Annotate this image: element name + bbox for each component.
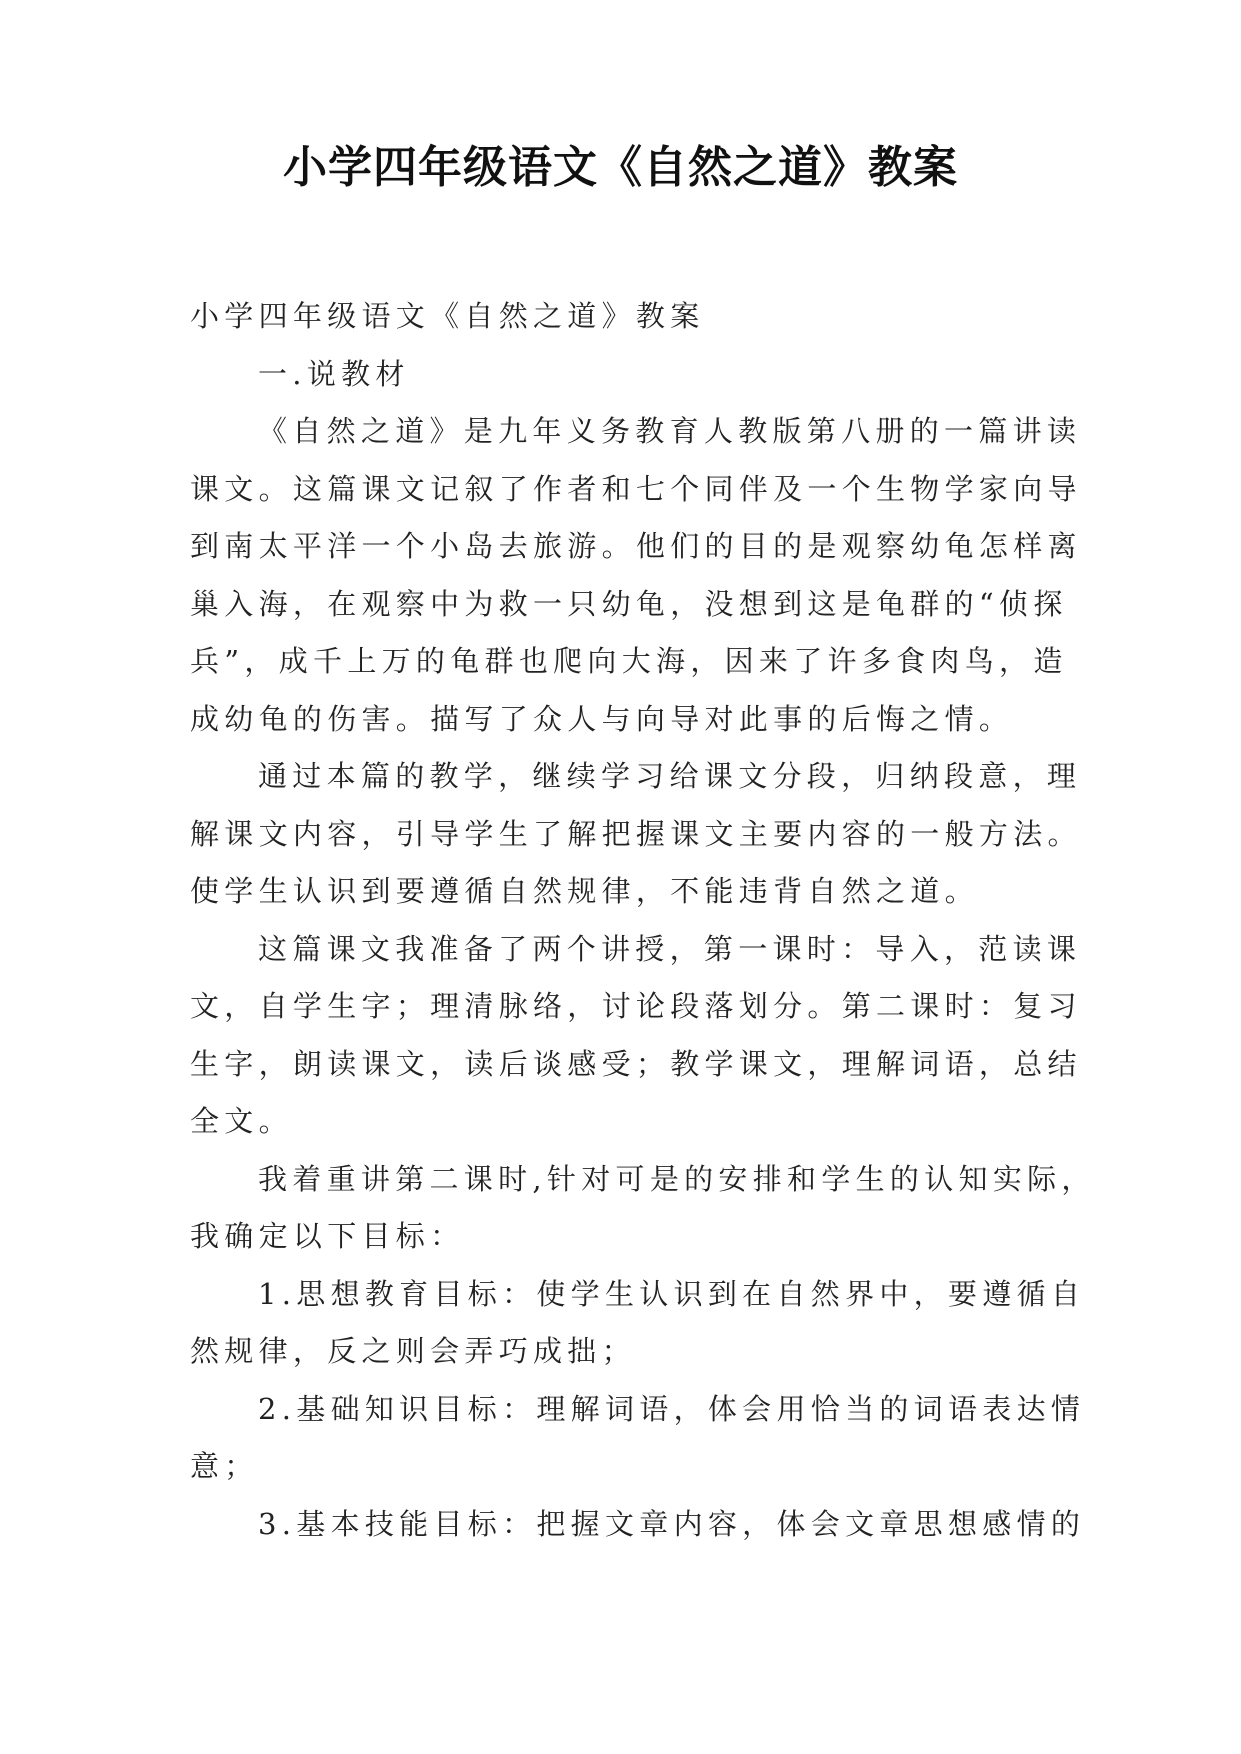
body-line: 成幼龟的伤害。描写了众人与向导对此事的后悔之情。 xyxy=(190,701,1014,736)
body-line: 全文。 xyxy=(190,1104,293,1138)
body-line: 使学生认识到要遵循自然规律，不能违背自然之道。 xyxy=(190,874,979,908)
body-line: 我确定以下目标： xyxy=(190,1219,465,1253)
document-body xyxy=(190,288,1096,1553)
list-item: 1.思想教育目标：使学生认识到在自然界中，要遵循自 xyxy=(258,1276,1086,1311)
body-line: 通过本篇的教学，继续学习给课文分段，归纳段意，理 xyxy=(258,759,1082,793)
list-item: 2.基础知识目标：理解词语，体会用恰当的词语表达情 xyxy=(258,1391,1086,1426)
body-line: 意； xyxy=(190,1449,259,1483)
body-line: 文，自学生字；理清脉络，讨论段落划分。第二课时：复习 xyxy=(190,989,1082,1023)
list-item: 3.基本技能目标：把握文章内容，体会文章思想感情的 xyxy=(258,1506,1086,1541)
body-line: 《自然之道》是九年义务教育人教版第八册的一篇讲读 xyxy=(258,414,1082,448)
body-line: 解课文内容，引导学生了解把握课文主要内容的一般方法。 xyxy=(190,816,1082,851)
section-heading: 一.说教材 xyxy=(258,356,410,391)
body-line: 兵”，成千上万的龟群也爬向大海，因来了许多食肉鸟，造 xyxy=(190,644,1068,678)
body-line: 生字，朗读课文，读后谈感受；教学课文，理解词语，总结 xyxy=(190,1046,1082,1081)
body-line: 到南太平洋一个小岛去旅游。他们的目的是观察幼龟怎样离 xyxy=(190,529,1082,563)
body-line: 然规律，反之则会弄巧成拙； xyxy=(190,1334,636,1368)
body-line: 课文。这篇课文记叙了作者和七个同伴及一个生物学家向导 xyxy=(190,471,1082,506)
body-line: 我着重讲第二课时,针对可是的安排和学生的认知实际， xyxy=(258,1161,1096,1196)
document-title: 小学四年级语文《自然之道》教案 xyxy=(283,142,958,193)
body-line: 这篇课文我准备了两个讲授，第一课时：导入，范读课 xyxy=(258,931,1082,966)
body-line: 巢入海，在观察中为救一只幼龟，没想到这是龟群的“侦探 xyxy=(190,586,1068,621)
body-line: 小学四年级语文《自然之道》教案 xyxy=(190,299,705,333)
